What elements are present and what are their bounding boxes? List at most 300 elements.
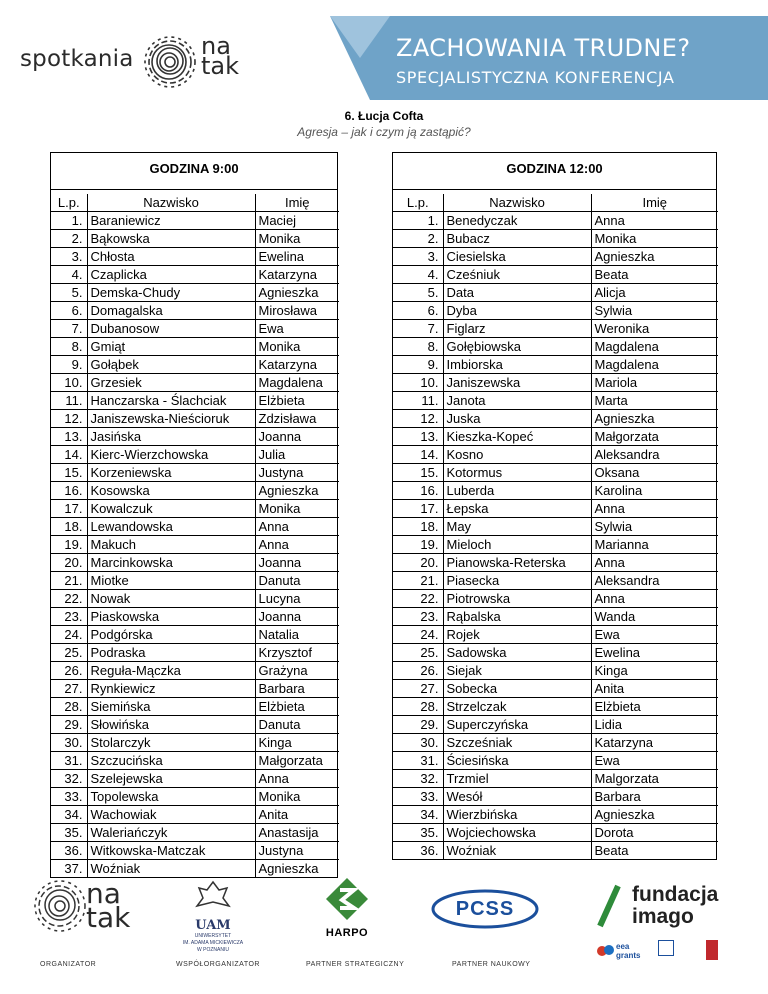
first-name-cell: Anna xyxy=(255,536,339,554)
surname-cell: Wesół xyxy=(443,788,591,806)
surname-cell: Demska-Chudy xyxy=(87,284,255,302)
first-name-cell: Małgorzata xyxy=(591,428,718,446)
surname-cell: Trzmiel xyxy=(443,770,591,788)
col-lp: L.p. xyxy=(393,194,443,212)
first-name-cell: Karolina xyxy=(591,482,718,500)
first-name-cell: Julia xyxy=(255,446,339,464)
table-row xyxy=(393,752,718,770)
table-row xyxy=(51,824,339,842)
surname-cell: Topolewska xyxy=(87,788,255,806)
table-row xyxy=(51,842,339,860)
surname-cell: Cześniuk xyxy=(443,266,591,284)
first-name-cell: Sylwia xyxy=(591,302,718,320)
first-name-cell: Katarzyna xyxy=(255,266,339,284)
row-number: 18. xyxy=(393,518,443,536)
first-name-cell: Oksana xyxy=(591,464,718,482)
row-number: 28. xyxy=(393,698,443,716)
surname-cell: Podgórska xyxy=(87,626,255,644)
first-name-cell: Justyna xyxy=(255,464,339,482)
surname-cell: Jasińska xyxy=(87,428,255,446)
surname-cell: Woźniak xyxy=(87,860,255,878)
row-number: 11. xyxy=(393,392,443,410)
surname-cell: Domagalska xyxy=(87,302,255,320)
surname-cell: Sobecka xyxy=(443,680,591,698)
row-number: 3. xyxy=(51,248,87,266)
row-number: 14. xyxy=(51,446,87,464)
table-row xyxy=(51,572,339,590)
first-name-cell: Sylwia xyxy=(591,518,718,536)
row-number: 22. xyxy=(393,590,443,608)
surname-cell: Strzelczak xyxy=(443,698,591,716)
table-row xyxy=(393,500,718,518)
table-row xyxy=(393,734,718,752)
row-number: 12. xyxy=(393,410,443,428)
row-number: 17. xyxy=(393,500,443,518)
row-number: 36. xyxy=(51,842,87,860)
first-name-cell: Ewelina xyxy=(591,644,718,662)
first-name-cell: Ewa xyxy=(255,320,339,338)
row-number: 31. xyxy=(51,752,87,770)
row-number: 5. xyxy=(393,284,443,302)
table-row xyxy=(51,374,339,392)
participants-table xyxy=(393,194,718,859)
row-number: 23. xyxy=(393,608,443,626)
row-number: 32. xyxy=(51,770,87,788)
surname-cell: Stolarczyk xyxy=(87,734,255,752)
table-row xyxy=(393,446,718,464)
surname-cell: Pianowska-Reterska xyxy=(443,554,591,572)
first-name-cell: Katarzyna xyxy=(255,356,339,374)
row-number: 3. xyxy=(393,248,443,266)
first-name-cell: Kinga xyxy=(591,662,718,680)
first-name-cell: Anita xyxy=(255,806,339,824)
surname-cell: Grzesiek xyxy=(87,374,255,392)
table-row xyxy=(51,356,339,374)
surname-cell: Siejak xyxy=(443,662,591,680)
organizator-logo xyxy=(30,868,140,948)
surname-cell: Marcinkowska xyxy=(87,554,255,572)
fundacja-line1: fundacja xyxy=(632,883,719,906)
table-row xyxy=(393,266,718,284)
row-number: 7. xyxy=(51,320,87,338)
first-name-cell: Agnieszka xyxy=(255,284,339,302)
surname-cell: May xyxy=(443,518,591,536)
row-number: 25. xyxy=(393,644,443,662)
first-name-cell: Monika xyxy=(591,230,718,248)
row-number: 26. xyxy=(393,662,443,680)
surname-cell: Czaplicka xyxy=(87,266,255,284)
surname-cell: Szcześniak xyxy=(443,734,591,752)
table-row xyxy=(393,392,718,410)
surname-cell: Makuch xyxy=(87,536,255,554)
label-organizator: ORGANIZATOR xyxy=(40,961,97,968)
surname-cell: Waleriańczyk xyxy=(87,824,255,842)
col-surname: Nazwisko xyxy=(443,194,591,212)
surname-cell: Juska xyxy=(443,410,591,428)
first-name-cell: Monika xyxy=(255,338,339,356)
uam-logo xyxy=(168,880,258,953)
harpo-logo xyxy=(312,876,382,946)
first-name-cell: Anna xyxy=(255,518,339,536)
row-number: 5. xyxy=(51,284,87,302)
row-number: 21. xyxy=(393,572,443,590)
table-row xyxy=(393,356,718,374)
table-row xyxy=(393,284,718,302)
surname-cell: Imbiorska xyxy=(443,356,591,374)
sponsors-strip xyxy=(596,940,726,970)
first-name-cell: Elżbieta xyxy=(255,392,339,410)
row-number: 24. xyxy=(51,626,87,644)
surname-cell: Podraska xyxy=(87,644,255,662)
table-row xyxy=(51,734,339,752)
table-row xyxy=(393,590,718,608)
row-number: 33. xyxy=(393,788,443,806)
table-row xyxy=(393,338,718,356)
surname-cell: Gmiąt xyxy=(87,338,255,356)
row-number: 21. xyxy=(51,572,87,590)
first-name-cell: Grażyna xyxy=(255,662,339,680)
uam-line2: IM. ADAMA MICKIEWICZA xyxy=(182,940,244,946)
surname-cell: Gołębiowska xyxy=(443,338,591,356)
surname-cell: Janiszewska-Nieścioruk xyxy=(87,410,255,428)
row-number: 13. xyxy=(51,428,87,446)
table-row xyxy=(51,536,339,554)
first-name-cell: Anna xyxy=(255,770,339,788)
row-number: 10. xyxy=(51,374,87,392)
first-name-cell: Joanna xyxy=(255,428,339,446)
first-name-cell: Agnieszka xyxy=(591,410,718,428)
banner-subtitle: SPECJALISTYCZNA KONFERENCJA xyxy=(396,68,675,87)
first-name-cell: Malgorzata xyxy=(591,770,718,788)
fundacja-imago-logo xyxy=(596,884,726,932)
first-name-cell: Aleksandra xyxy=(591,446,718,464)
row-number: 19. xyxy=(51,536,87,554)
table-row xyxy=(51,248,339,266)
table-row xyxy=(393,212,718,230)
row-number: 20. xyxy=(51,554,87,572)
row-number: 1. xyxy=(51,212,87,230)
row-number: 15. xyxy=(51,464,87,482)
first-name-cell: Agnieszka xyxy=(255,482,339,500)
first-name-cell: Agnieszka xyxy=(591,806,718,824)
surname-cell: Data xyxy=(443,284,591,302)
label-wspolorganizator: WSPÓŁORGANIZATOR xyxy=(176,961,260,968)
row-number: 6. xyxy=(393,302,443,320)
table-row xyxy=(393,788,718,806)
surname-cell: Łepska xyxy=(443,500,591,518)
first-name-cell: Agnieszka xyxy=(591,248,718,266)
row-number: 14. xyxy=(393,446,443,464)
table-row xyxy=(393,680,718,698)
first-name-cell: Anna xyxy=(591,590,718,608)
first-name-cell: Barbara xyxy=(591,788,718,806)
table-row xyxy=(51,716,339,734)
surname-cell: Woźniak xyxy=(443,842,591,860)
surname-cell: Korzeniewska xyxy=(87,464,255,482)
table-row xyxy=(51,644,339,662)
table-row xyxy=(51,284,339,302)
table-row xyxy=(393,644,718,662)
first-name-cell: Joanna xyxy=(255,554,339,572)
surname-cell: Kosowska xyxy=(87,482,255,500)
table-row xyxy=(51,266,339,284)
first-name-cell: Magdalena xyxy=(255,374,339,392)
surname-cell: Sadowska xyxy=(443,644,591,662)
table-row xyxy=(393,608,718,626)
pcss-logo xyxy=(430,888,540,930)
table-row xyxy=(393,464,718,482)
surname-cell: Szelejewska xyxy=(87,770,255,788)
natak-wordmark: na tak xyxy=(201,32,240,80)
first-name-cell: Ewa xyxy=(591,626,718,644)
row-number: 7. xyxy=(393,320,443,338)
table-row xyxy=(51,806,339,824)
col-surname: Nazwisko xyxy=(87,194,255,212)
table-row xyxy=(51,698,339,716)
table-row xyxy=(393,302,718,320)
first-name-cell: Beata xyxy=(591,266,718,284)
surname-cell: Rojek xyxy=(443,626,591,644)
fingerprint-swirl-icon xyxy=(142,34,198,90)
row-number: 18. xyxy=(51,518,87,536)
surname-cell: Kieszka-Kopeć xyxy=(443,428,591,446)
flag-icon xyxy=(706,940,718,960)
row-number: 15. xyxy=(393,464,443,482)
table-row xyxy=(393,248,718,266)
surname-cell: Piaskowska xyxy=(87,608,255,626)
table-row xyxy=(51,338,339,356)
first-name-cell: Beata xyxy=(591,842,718,860)
table-row xyxy=(51,302,339,320)
col-name: Imię xyxy=(591,194,718,212)
first-name-cell: Zdzisława xyxy=(255,410,339,428)
surname-cell: Superczyńska xyxy=(443,716,591,734)
surname-cell: Janota xyxy=(443,392,591,410)
surname-cell: Reguła-Mączka xyxy=(87,662,255,680)
table-row xyxy=(393,518,718,536)
surname-cell: Ściesińska xyxy=(443,752,591,770)
first-name-cell: Anna xyxy=(591,212,718,230)
table-row xyxy=(51,230,339,248)
row-number: 29. xyxy=(51,716,87,734)
row-number: 23. xyxy=(51,608,87,626)
table-row xyxy=(393,428,718,446)
surname-cell: Kosno xyxy=(443,446,591,464)
surname-cell: Gołąbek xyxy=(87,356,255,374)
table-header-row xyxy=(393,194,718,212)
table-row xyxy=(51,788,339,806)
table-row xyxy=(51,554,339,572)
table-row xyxy=(51,770,339,788)
sheet-heading: GODZINA 9:00 xyxy=(51,153,337,190)
row-number: 30. xyxy=(51,734,87,752)
table-row xyxy=(393,410,718,428)
table-row xyxy=(393,842,718,860)
row-number: 9. xyxy=(51,356,87,374)
table-row xyxy=(51,320,339,338)
row-number: 10. xyxy=(393,374,443,392)
row-number: 13. xyxy=(393,428,443,446)
crest-icon xyxy=(193,880,233,914)
row-number: 33. xyxy=(51,788,87,806)
table-row xyxy=(393,806,718,824)
row-number: 35. xyxy=(393,824,443,842)
row-number: 4. xyxy=(51,266,87,284)
table-row xyxy=(393,554,718,572)
table-row xyxy=(51,212,339,230)
row-number: 2. xyxy=(51,230,87,248)
table-row xyxy=(51,662,339,680)
first-name-cell: Monika xyxy=(255,500,339,518)
first-name-cell: Barbara xyxy=(255,680,339,698)
row-number: 28. xyxy=(51,698,87,716)
row-number: 11. xyxy=(51,392,87,410)
table-row xyxy=(51,428,339,446)
label-partner-strategiczny: PARTNER STRATEGICZNY xyxy=(306,961,405,968)
first-name-cell: Aleksandra xyxy=(591,572,718,590)
col-name: Imię xyxy=(255,194,339,212)
surname-cell: Dyba xyxy=(443,302,591,320)
natak-na: na xyxy=(86,877,121,910)
first-name-cell: Elżbieta xyxy=(591,698,718,716)
first-name-cell: Wanda xyxy=(591,608,718,626)
row-number: 16. xyxy=(51,482,87,500)
first-name-cell: Anastasija xyxy=(255,824,339,842)
surname-cell: Piotrowska xyxy=(443,590,591,608)
row-number: 29. xyxy=(393,716,443,734)
first-name-cell: Monika xyxy=(255,230,339,248)
banner-title: ZACHOWANIA TRUDNE? xyxy=(396,34,691,62)
table-row xyxy=(51,608,339,626)
row-number: 17. xyxy=(51,500,87,518)
row-number: 1. xyxy=(393,212,443,230)
surname-cell: Mieloch xyxy=(443,536,591,554)
natak-tak: tak xyxy=(86,901,131,934)
batory-icon xyxy=(658,940,674,956)
first-name-cell: Kinga xyxy=(255,734,339,752)
first-name-cell: Mariola xyxy=(591,374,718,392)
table-row xyxy=(393,824,718,842)
label-partner-naukowy: PARTNER NAUKOWY xyxy=(452,961,531,968)
uam-line3: W POZNANIU xyxy=(197,947,229,953)
first-name-cell: Danuta xyxy=(255,716,339,734)
surname-cell: Bubacz xyxy=(443,230,591,248)
row-number: 12. xyxy=(51,410,87,428)
first-name-cell: Anna xyxy=(591,500,718,518)
first-name-cell: Magdalena xyxy=(591,338,718,356)
table-row xyxy=(51,590,339,608)
table-header-row xyxy=(51,194,339,212)
surname-cell: Janiszewska xyxy=(443,374,591,392)
first-name-cell: Anna xyxy=(591,554,718,572)
row-number: 36. xyxy=(393,842,443,860)
first-name-cell: Dorota xyxy=(591,824,718,842)
surname-cell: Wierzbińska xyxy=(443,806,591,824)
row-number: 24. xyxy=(393,626,443,644)
first-name-cell: Weronika xyxy=(591,320,718,338)
surname-cell: Rąbalska xyxy=(443,608,591,626)
row-number: 27. xyxy=(51,680,87,698)
first-name-cell: Agnieszka xyxy=(255,860,339,878)
row-number: 16. xyxy=(393,482,443,500)
fundacja-line2: imago xyxy=(632,905,694,928)
table-row xyxy=(51,626,339,644)
surname-cell: Słowińska xyxy=(87,716,255,734)
surname-cell: Kowalczuk xyxy=(87,500,255,518)
surname-cell: Lewandowska xyxy=(87,518,255,536)
surname-cell: Nowak xyxy=(87,590,255,608)
first-name-cell: Małgorzata xyxy=(255,752,339,770)
row-number: 31. xyxy=(393,752,443,770)
first-name-cell: Natalia xyxy=(255,626,339,644)
schedule-12-00 xyxy=(392,152,717,860)
col-lp: L.p. xyxy=(51,194,87,212)
table-row xyxy=(51,464,339,482)
row-number: 2. xyxy=(393,230,443,248)
first-name-cell: Katarzyna xyxy=(591,734,718,752)
table-row xyxy=(393,536,718,554)
surname-cell: Piasecka xyxy=(443,572,591,590)
surname-cell: Wachowiak xyxy=(87,806,255,824)
first-name-cell: Marianna xyxy=(591,536,718,554)
row-number: 8. xyxy=(393,338,443,356)
surname-cell: Witkowska-Matczak xyxy=(87,842,255,860)
surname-cell: Szczucińska xyxy=(87,752,255,770)
participants-table xyxy=(51,194,339,877)
first-name-cell: Magdalena xyxy=(591,356,718,374)
surname-cell: Ciesielska xyxy=(443,248,591,266)
surname-cell: Figlarz xyxy=(443,320,591,338)
table-row xyxy=(393,626,718,644)
first-name-cell: Ewelina xyxy=(255,248,339,266)
session-topic: Agresja – jak i czym ją zastąpić? xyxy=(297,125,471,139)
row-number: 27. xyxy=(393,680,443,698)
table-row xyxy=(393,230,718,248)
first-name-cell: Lidia xyxy=(591,716,718,734)
first-name-cell: Monika xyxy=(255,788,339,806)
uam-line1: UNIWERSYTET xyxy=(194,933,232,939)
first-name-cell: Marta xyxy=(591,392,718,410)
table-row xyxy=(51,482,339,500)
table-row xyxy=(51,500,339,518)
conference-banner xyxy=(330,16,768,100)
surname-cell: Kotormus xyxy=(443,464,591,482)
surname-cell: Baraniewicz xyxy=(87,212,255,230)
first-name-cell: Maciej xyxy=(255,212,339,230)
surname-cell: Kierc-Wierzchowska xyxy=(87,446,255,464)
surname-cell: Luberda xyxy=(443,482,591,500)
row-number: 35. xyxy=(51,824,87,842)
first-name-cell: Elżbieta xyxy=(255,698,339,716)
row-number: 8. xyxy=(51,338,87,356)
row-number: 22. xyxy=(51,590,87,608)
uam-short: UAM xyxy=(195,918,231,933)
table-row xyxy=(51,680,339,698)
table-row xyxy=(393,320,718,338)
session-title: 6. Łucja Cofta xyxy=(344,109,424,123)
first-name-cell: Joanna xyxy=(255,608,339,626)
table-row xyxy=(393,770,718,788)
table-row xyxy=(393,716,718,734)
row-number: 37. xyxy=(51,860,87,878)
row-number: 34. xyxy=(393,806,443,824)
row-number: 34. xyxy=(51,806,87,824)
eea-leaf-icon xyxy=(596,942,616,960)
harpo-label: HARPO xyxy=(325,927,369,939)
row-number: 20. xyxy=(393,554,443,572)
row-number: 32. xyxy=(393,770,443,788)
row-number: 19. xyxy=(393,536,443,554)
